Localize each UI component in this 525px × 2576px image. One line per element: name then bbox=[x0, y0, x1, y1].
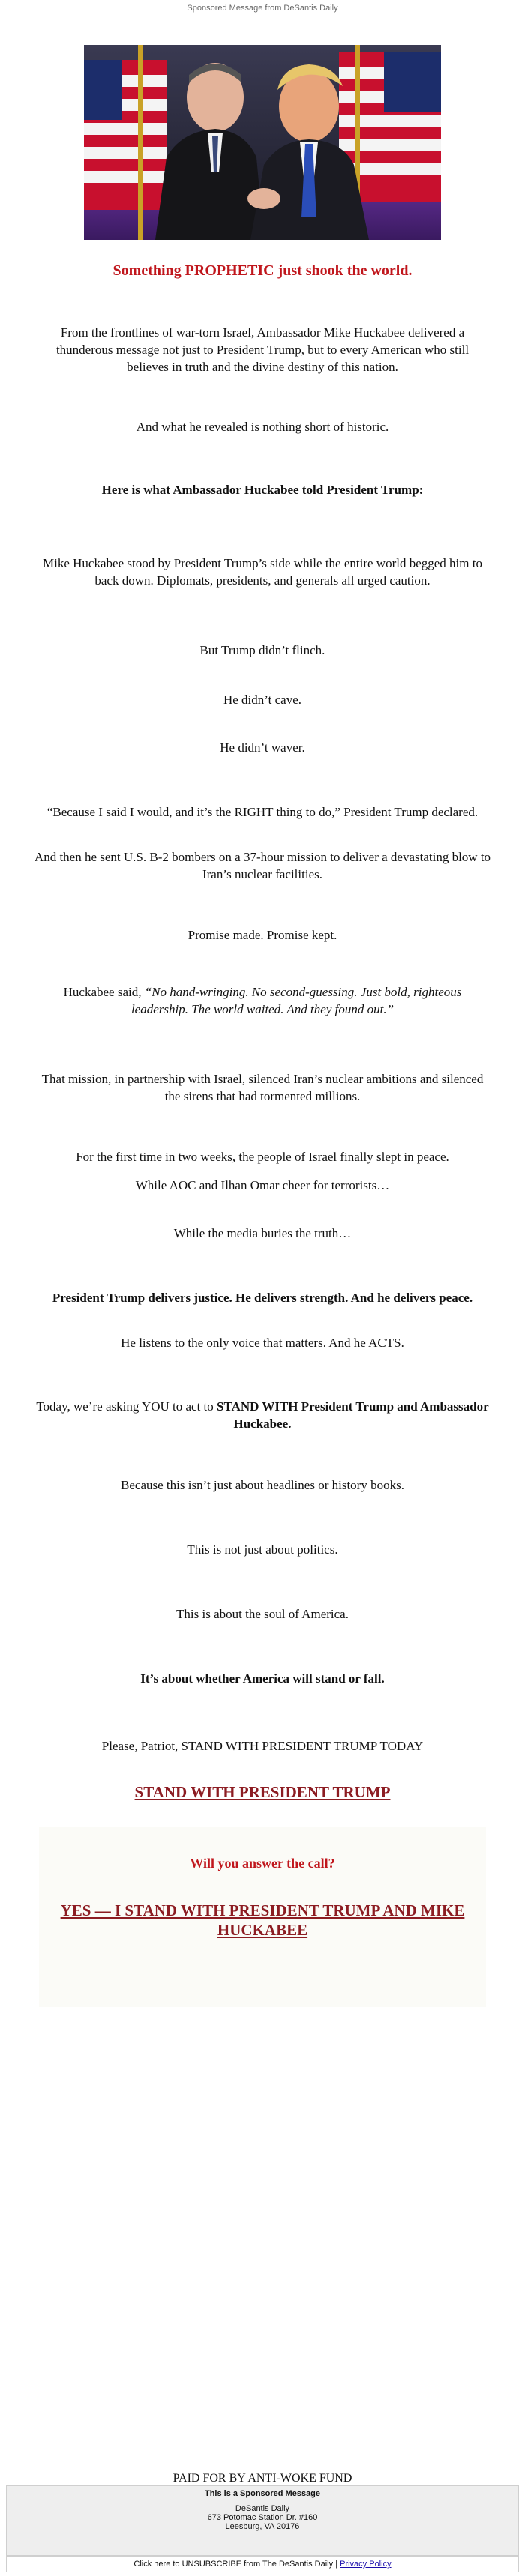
promise-paragraph: Promise made. Promise kept. bbox=[188, 928, 338, 942]
sender-street: 673 Potomac Station Dr. #160 bbox=[207, 2513, 318, 2522]
yes-stand-link[interactable]: YES — I STAND WITH PRESIDENT TRUMP AND MIKE HUCKABEE bbox=[60, 1901, 465, 1939]
footer-separator: | bbox=[335, 2560, 338, 2569]
unsubscribe-link[interactable]: Click here to UNSUBSCRIBE from The DeSantis Daily bbox=[134, 2560, 334, 2569]
listens-paragraph: He listens to the only voice that matters. And he ACTS. bbox=[121, 1336, 404, 1350]
subheading: Here is what Ambassador Huckabee told President Trump: bbox=[101, 483, 424, 497]
sponsored-banner: Sponsored Message from DeSantis Daily bbox=[187, 4, 338, 13]
asking-paragraph bbox=[34, 1398, 491, 1432]
privacy-policy-link[interactable]: Privacy Policy bbox=[340, 2560, 392, 2569]
media-paragraph: While the media buries the truth… bbox=[173, 1226, 352, 1240]
soul-paragraph: This is about the soul of America. bbox=[176, 1607, 349, 1621]
huckabee-said-text: Huckabee said, bbox=[63, 985, 142, 999]
footer-sponsor-box bbox=[6, 2485, 519, 2556]
headline: Something PROPHETIC just shook the world. bbox=[112, 262, 412, 279]
cave-paragraph: He didn’t cave. bbox=[223, 693, 302, 707]
paid-for-disclaimer: PAID FOR BY ANTI-WOKE FUND bbox=[172, 2472, 352, 2485]
stand-link-wrap bbox=[34, 1782, 491, 1802]
please-paragraph: Please, Patriot, STAND WITH PRESIDENT TRUMP TODAY bbox=[101, 1739, 424, 1753]
hero-photo bbox=[84, 45, 441, 240]
asking-bold-text: STAND WITH President Trump and Ambassador Huckabee. bbox=[217, 1399, 489, 1431]
unsubscribe-bar bbox=[6, 2556, 519, 2572]
b2-paragraph: And then he sent U.S. B-2 bombers on a 37-hour mission to deliver a devastating blow to Iran’s nuclear facilities. bbox=[34, 850, 491, 881]
politics-paragraph: This is not just about politics. bbox=[187, 1542, 338, 1557]
stand-fall-paragraph: It’s about whether America will stand or fall. bbox=[140, 1671, 385, 1686]
stand-with-trump-link[interactable]: STAND WITH PRESIDENT TRUMP bbox=[134, 1783, 391, 1801]
aoc-paragraph: While AOC and Ilhan Omar cheer for terrorists… bbox=[135, 1178, 390, 1192]
mission-paragraph: That mission, in partnership with Israel, silenced Iran’s nuclear ambitions and silenced the sirens that had tormented millions. bbox=[41, 1072, 484, 1103]
yes-link-wrap bbox=[34, 1901, 491, 1940]
huckabee-quote-paragraph bbox=[34, 983, 491, 1018]
asking-text: Today, we’re asking YOU to act to bbox=[36, 1399, 214, 1414]
intro-paragraph: From the frontlines of war-torn Israel, Ambassador Mike Huckabee delivered a thunderous message not just to President Trump, but to every American who still believes in truth and the divine destiny of this nation. bbox=[56, 325, 470, 374]
answer-call-question: Will you answer the call? bbox=[190, 1856, 335, 1871]
headlines-paragraph: Because this isn’t just about headlines or history books. bbox=[121, 1478, 404, 1492]
first-time-paragraph: For the first time in two weeks, the people of Israel finally slept in peace. bbox=[76, 1150, 449, 1164]
flinch-paragraph: But Trump didn’t flinch. bbox=[200, 643, 326, 657]
waver-paragraph: He didn’t waver. bbox=[220, 740, 305, 755]
sender-address bbox=[7, 2504, 518, 2531]
justice-paragraph: President Trump delivers justice. He delivers strength. And he delivers peace. bbox=[52, 1291, 473, 1305]
trump-quote-paragraph: “Because I said I would, and it’s the RIGHT thing to do,” President Trump declared. bbox=[46, 805, 478, 819]
revealed-paragraph: And what he revealed is nothing short of historic. bbox=[136, 420, 389, 434]
huckabee-quote-text: “No hand-wringing. No second-guessing. Just bold, righteous leadership. The world waited. And they found out.” bbox=[130, 985, 462, 1016]
sender-name: DeSantis Daily bbox=[235, 2504, 290, 2513]
sponsored-message-title: This is a Sponsored Message bbox=[204, 2489, 321, 2498]
sender-city: Leesburg, VA 20176 bbox=[225, 2522, 300, 2531]
stood-paragraph: Mike Huckabee stood by President Trump’s side while the entire world begged him to back down. Diplomats, presidents, and generals all urged caution. bbox=[43, 556, 482, 588]
